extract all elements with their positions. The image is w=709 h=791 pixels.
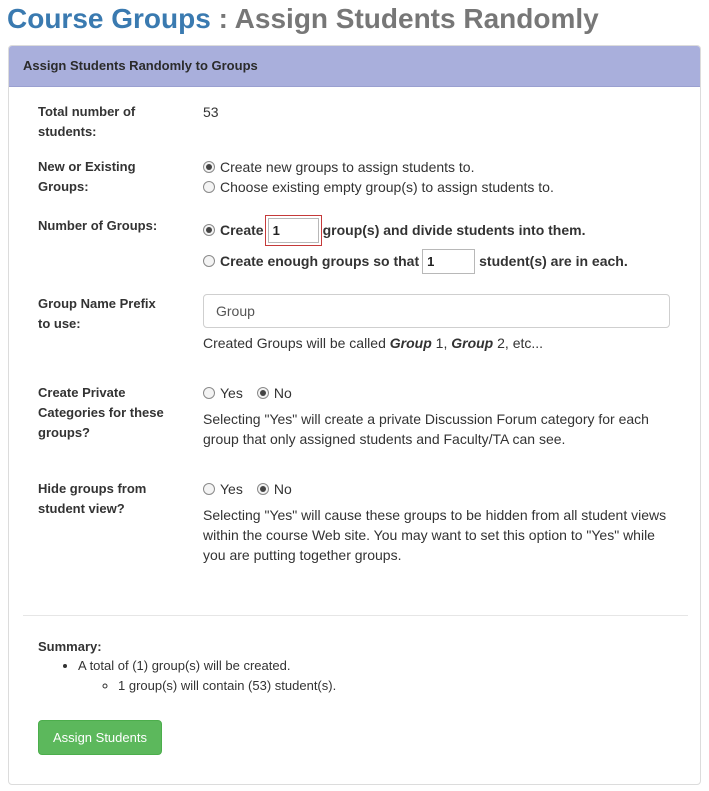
number-groups-label: Number of Groups: bbox=[38, 218, 158, 233]
private-categories-options bbox=[203, 383, 663, 403]
hide-groups-help: Selecting "Yes" will cause these groups to be hidden from all student views within the course Web site. You may want to set this option to "Yes" while you are putting together groups. bbox=[203, 507, 667, 563]
option-create-new-label: Create new groups to assign students to. bbox=[220, 159, 475, 175]
hide-no-label[interactable]: No bbox=[273, 481, 292, 497]
option-choose-existing[interactable] bbox=[203, 177, 554, 197]
radio-hide-no[interactable] bbox=[257, 483, 269, 495]
new-existing-label: New or Existing Groups: bbox=[38, 159, 136, 194]
prefix-label: Group Name Prefix to use: bbox=[38, 296, 156, 331]
total-students-row bbox=[38, 102, 688, 142]
radio-choose-existing[interactable] bbox=[203, 181, 215, 193]
radio-private-yes[interactable] bbox=[203, 387, 215, 399]
prefix-help-text: Created Groups will be called bbox=[203, 335, 390, 351]
radio-private-no[interactable] bbox=[257, 387, 269, 399]
summary-list bbox=[38, 656, 678, 696]
summary-title: Summary: bbox=[38, 639, 102, 654]
hide-groups-options bbox=[203, 479, 673, 499]
option-create-new[interactable] bbox=[203, 157, 554, 177]
prefix-help-num-2: 2, etc... bbox=[493, 335, 544, 351]
summary bbox=[38, 638, 678, 696]
panel-heading: Assign Students Randomly to Groups bbox=[9, 46, 700, 87]
summary-sublist bbox=[78, 676, 678, 696]
prefix-help-num-1: 1, bbox=[431, 335, 452, 351]
prefix-input[interactable]: Group bbox=[203, 294, 670, 328]
group-count-input[interactable]: 1 bbox=[268, 218, 319, 243]
summary-item bbox=[78, 656, 678, 696]
option-students-per-group[interactable] bbox=[203, 246, 628, 276]
radio-hide-yes[interactable] bbox=[203, 483, 215, 495]
radio-create-n-groups[interactable] bbox=[203, 224, 215, 236]
assign-students-button[interactable]: Assign Students bbox=[38, 720, 162, 755]
students-per-group-prefix: Create enough groups so that bbox=[220, 253, 420, 269]
option-create-n-groups[interactable] bbox=[203, 216, 628, 244]
summary-subitem: ◦ 1 group(s) will contain (53) student(s). bbox=[118, 676, 678, 696]
prefix-help-name-2: Group bbox=[451, 335, 494, 351]
radio-students-per-group[interactable] bbox=[203, 255, 215, 267]
hide-groups-label: Hide groups from student view? bbox=[38, 481, 147, 516]
title-separator: : bbox=[218, 3, 228, 34]
private-categories-label: Create Private Categories for these groups? bbox=[38, 385, 164, 440]
private-categories-row bbox=[38, 383, 688, 453]
number-groups-row bbox=[38, 216, 688, 276]
page-title bbox=[7, 2, 599, 36]
total-students-value: 53 bbox=[203, 104, 219, 120]
radio-create-new[interactable] bbox=[203, 161, 215, 173]
total-students-label: Total number of students: bbox=[38, 104, 136, 139]
students-per-group-suffix: student(s) are in each. bbox=[479, 253, 628, 269]
prefix-row bbox=[38, 294, 688, 354]
create-n-groups-prefix: Create bbox=[220, 222, 264, 238]
divider bbox=[23, 615, 688, 616]
assign-panel bbox=[8, 45, 701, 785]
hide-groups-row bbox=[38, 479, 688, 569]
prefix-help-name-1: Group bbox=[389, 335, 432, 351]
summary-item-text: A total of (1) group(s) will be created. bbox=[78, 658, 291, 673]
private-no-label[interactable]: No bbox=[273, 385, 292, 401]
students-per-group-input[interactable]: 1 bbox=[422, 249, 475, 274]
option-choose-existing-label: Choose existing empty group(s) to assign students to. bbox=[220, 179, 554, 195]
new-existing-row bbox=[38, 157, 688, 202]
private-yes-label[interactable]: Yes bbox=[220, 385, 243, 401]
create-n-groups-suffix: group(s) and divide students into them. bbox=[322, 222, 586, 238]
breadcrumb-course-groups[interactable]: Course Groups bbox=[7, 3, 211, 34]
prefix-help bbox=[203, 333, 543, 353]
page-subtitle: Assign Students Randomly bbox=[234, 3, 599, 34]
hide-yes-label[interactable]: Yes bbox=[220, 481, 243, 497]
private-categories-help: Selecting "Yes" will create a private Discussion Forum category for each group that only assigned students and Faculty/TA can see. bbox=[203, 411, 649, 447]
